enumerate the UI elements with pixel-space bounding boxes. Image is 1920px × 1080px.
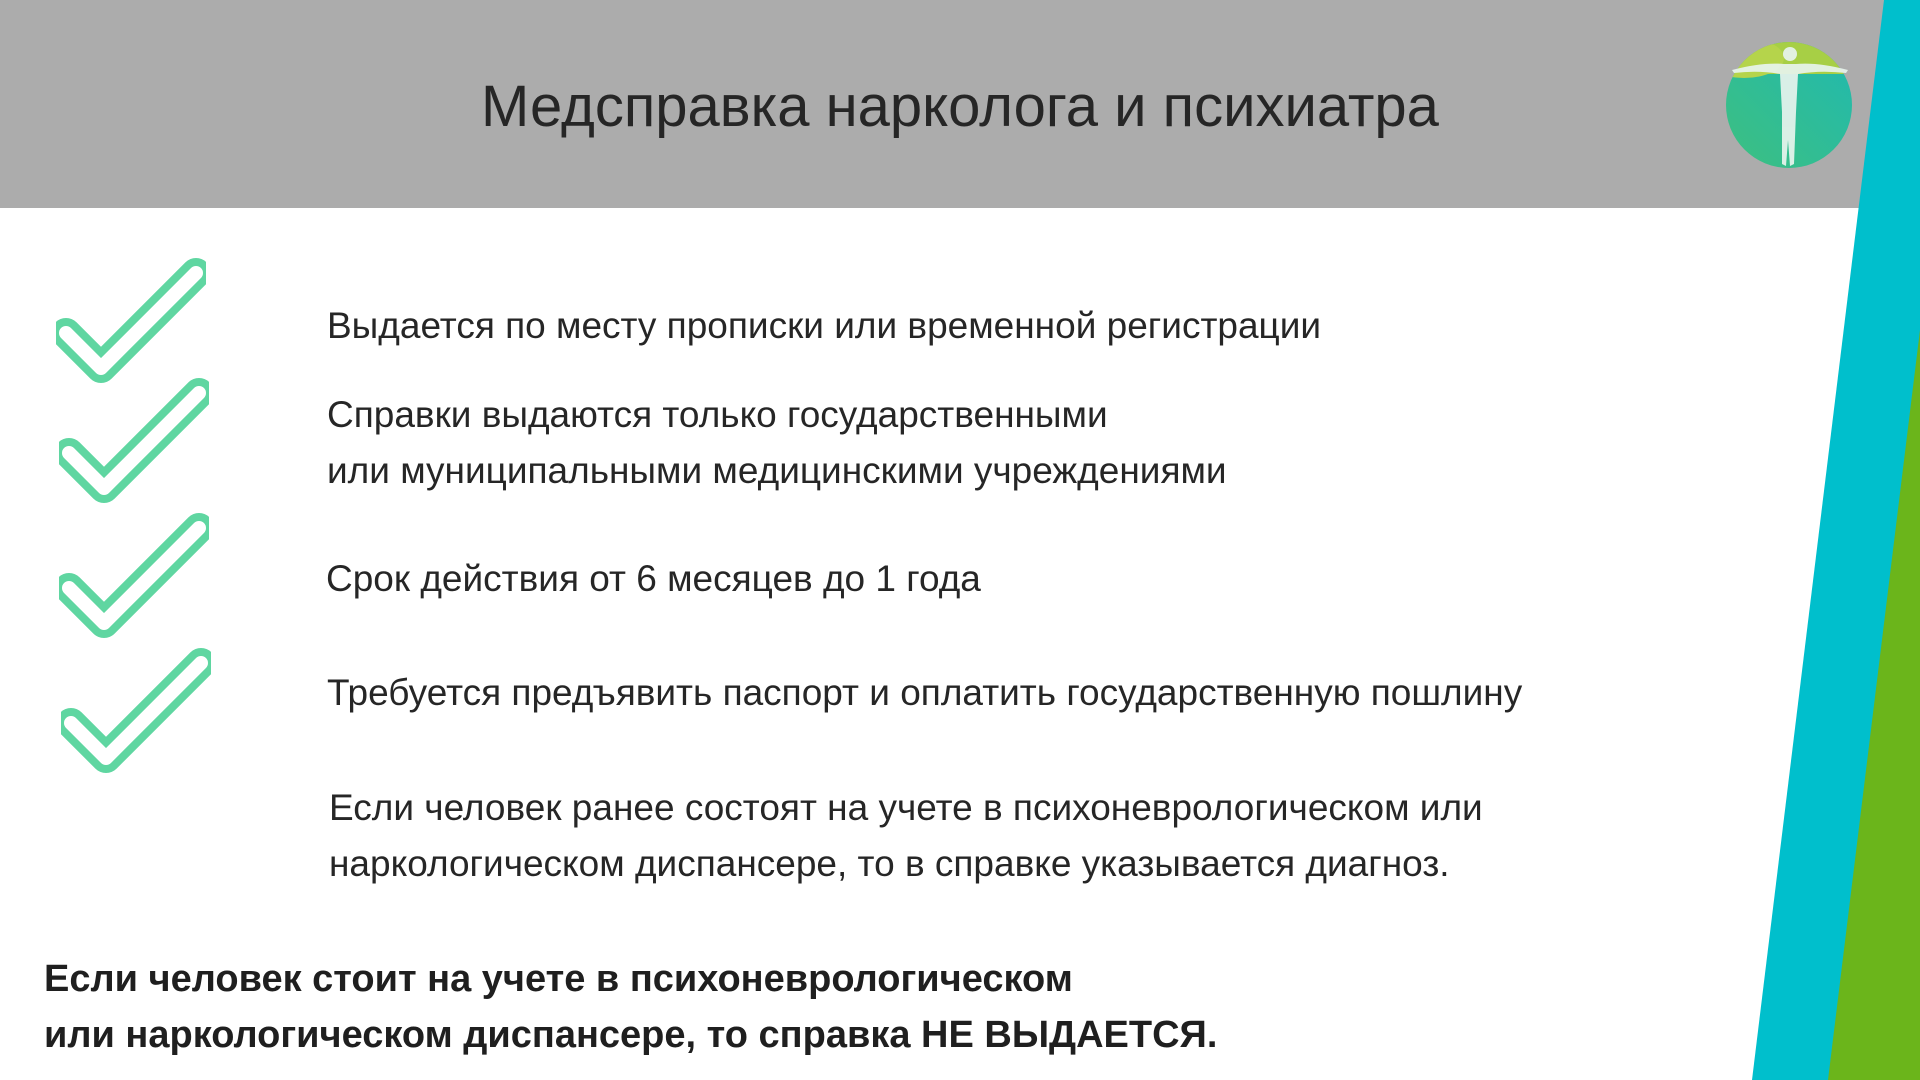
list-item-line: Выдается по месту прописки или временной регистрации [327, 305, 1322, 346]
warning-line: или наркологическом диспансере, то справка НЕ ВЫДАЕТСЯ. [44, 1014, 1218, 1056]
list-item-line: или муниципальными медицинскими учреждениями [327, 450, 1227, 491]
warning-line: Если человек стоит на учете в психоневрологическом [44, 958, 1073, 1000]
list-item [326, 551, 981, 607]
list-item [327, 665, 1522, 721]
page-title: Медсправка нарколога и психиатра [481, 74, 1439, 139]
checkmark-icon [56, 258, 206, 398]
list-item [327, 387, 1227, 499]
list-item-line: Справки выдаются только государственными [327, 394, 1108, 435]
list-item [329, 780, 1483, 892]
green-stripe [1828, 330, 1920, 1080]
warning-note [44, 951, 1217, 1063]
clinic-logo [1724, 40, 1854, 170]
checkmark-icon [59, 378, 209, 518]
list-item [327, 298, 1321, 354]
list-item-line: Срок действия от 6 месяцев до 1 года [326, 558, 981, 599]
list-item-line: Если человек ранее состоят на учете в психоневрологическом или [329, 787, 1483, 828]
checkmark-icon [59, 513, 209, 653]
list-item-line: наркологическом диспансере, то в справке указывается диагноз. [329, 843, 1450, 884]
checkmark-icon [61, 648, 211, 788]
list-item-line: Требуется предъявить паспорт и оплатить государственную пошлину [327, 672, 1523, 713]
body-silhouette-logo [1724, 40, 1854, 170]
